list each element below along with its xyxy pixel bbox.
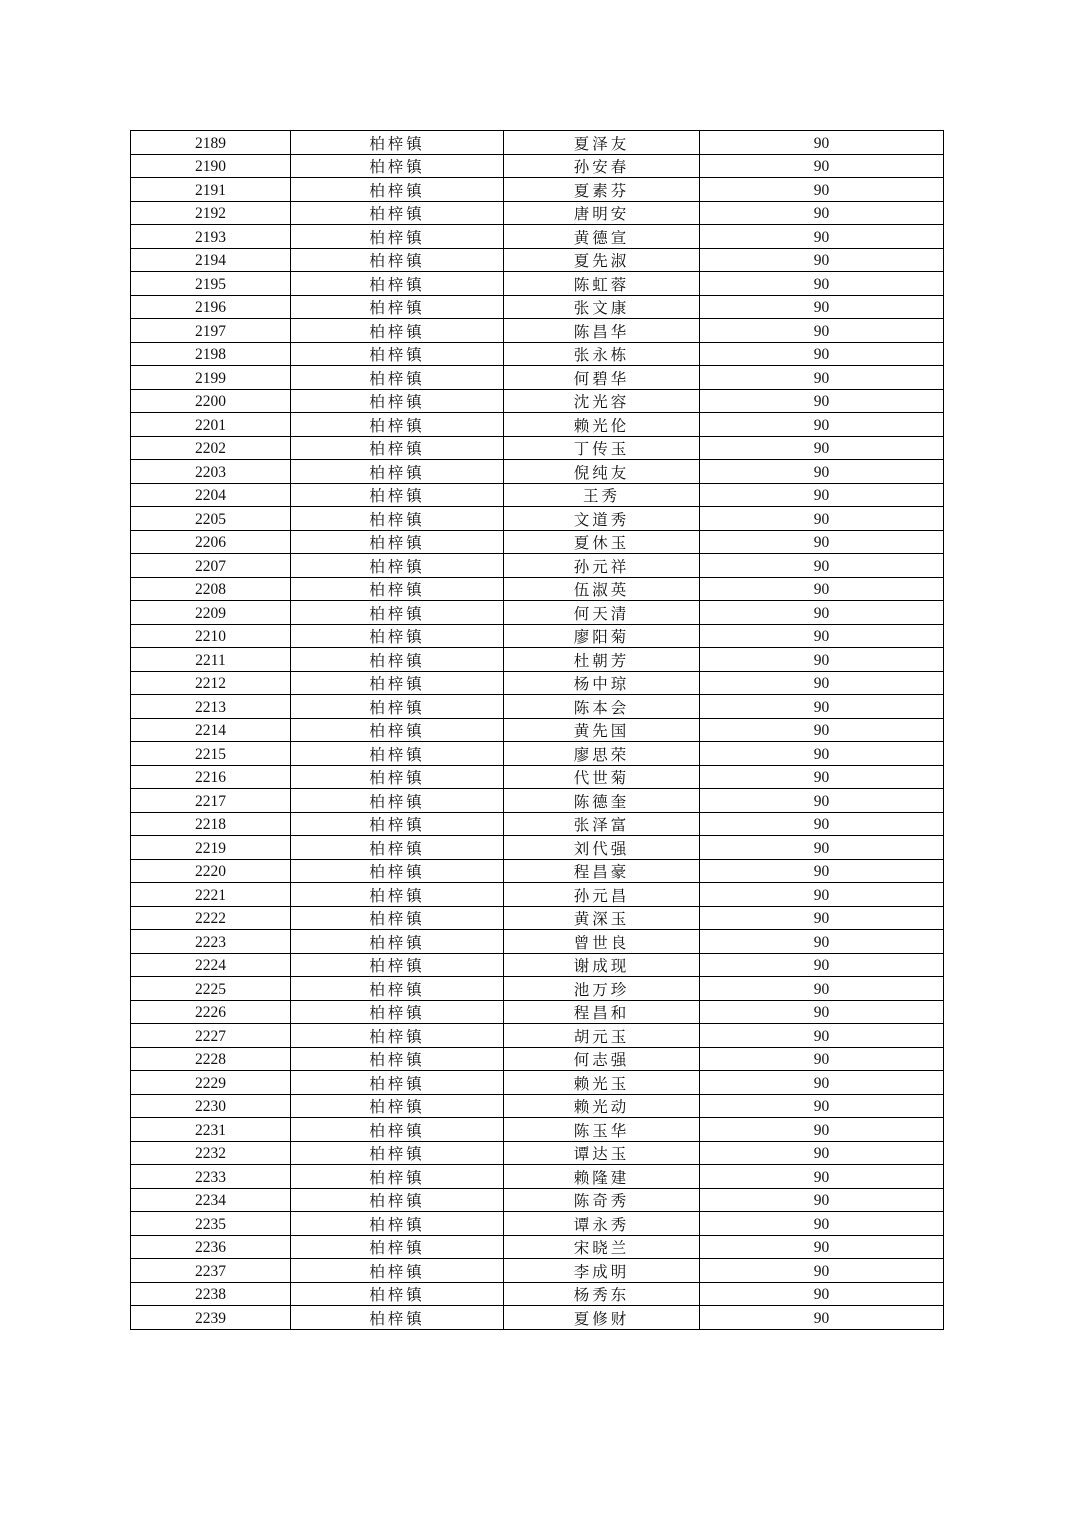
- town-cell: 柏梓镇: [291, 765, 504, 789]
- town-cell: 柏梓镇: [291, 883, 504, 907]
- town-cell: 柏梓镇: [291, 601, 504, 625]
- score-cell: 90: [700, 201, 944, 225]
- score-cell: 90: [700, 953, 944, 977]
- table-row: [131, 718, 944, 742]
- name-cell: 何天清: [504, 601, 700, 625]
- table-row: [131, 295, 944, 319]
- score-cell: 90: [700, 695, 944, 719]
- name-cell: 杨中琼: [504, 671, 700, 695]
- table-row: [131, 695, 944, 719]
- name-cell: 黄德宣: [504, 225, 700, 249]
- score-cell: 90: [700, 1141, 944, 1165]
- table-row: [131, 319, 944, 343]
- name-cell: 夏泽友: [504, 131, 700, 155]
- row-number: 2219: [131, 836, 291, 860]
- name-cell: 唐明安: [504, 201, 700, 225]
- table-row: [131, 859, 944, 883]
- name-cell: 陈玉华: [504, 1118, 700, 1142]
- name-cell: 陈昌华: [504, 319, 700, 343]
- town-cell: 柏梓镇: [291, 1235, 504, 1259]
- name-cell: 夏素芬: [504, 178, 700, 202]
- name-cell: 陈奇秀: [504, 1188, 700, 1212]
- name-cell: 黄深玉: [504, 906, 700, 930]
- score-cell: 90: [700, 483, 944, 507]
- name-cell: 夏先淑: [504, 248, 700, 272]
- name-cell: 丁传玉: [504, 436, 700, 460]
- row-number: 2225: [131, 977, 291, 1001]
- row-number: 2194: [131, 248, 291, 272]
- row-number: 2239: [131, 1306, 291, 1330]
- score-cell: 90: [700, 1047, 944, 1071]
- table-row: [131, 1118, 944, 1142]
- table-row: [131, 765, 944, 789]
- score-cell: 90: [700, 718, 944, 742]
- score-cell: 90: [700, 225, 944, 249]
- town-cell: 柏梓镇: [291, 1000, 504, 1024]
- row-number: 2202: [131, 436, 291, 460]
- row-number: 2214: [131, 718, 291, 742]
- name-cell: 何志强: [504, 1047, 700, 1071]
- row-number: 2215: [131, 742, 291, 766]
- table-row: [131, 1000, 944, 1024]
- score-cell: 90: [700, 1235, 944, 1259]
- row-number: 2209: [131, 601, 291, 625]
- name-cell: 夏修财: [504, 1306, 700, 1330]
- table-row: [131, 624, 944, 648]
- score-cell: 90: [700, 319, 944, 343]
- name-cell: 谭达玉: [504, 1141, 700, 1165]
- score-cell: 90: [700, 648, 944, 672]
- row-number: 2235: [131, 1212, 291, 1236]
- score-cell: 90: [700, 389, 944, 413]
- score-cell: 90: [700, 366, 944, 390]
- name-cell: 池万珍: [504, 977, 700, 1001]
- name-cell: 杨秀东: [504, 1282, 700, 1306]
- data-table: [130, 130, 944, 1330]
- town-cell: 柏梓镇: [291, 812, 504, 836]
- town-cell: 柏梓镇: [291, 1047, 504, 1071]
- score-cell: 90: [700, 131, 944, 155]
- table-row: [131, 507, 944, 531]
- town-cell: 柏梓镇: [291, 272, 504, 296]
- row-number: 2197: [131, 319, 291, 343]
- score-cell: 90: [700, 1094, 944, 1118]
- score-cell: 90: [700, 554, 944, 578]
- row-number: 2208: [131, 577, 291, 601]
- score-cell: 90: [700, 507, 944, 531]
- score-cell: 90: [700, 1282, 944, 1306]
- town-cell: 柏梓镇: [291, 248, 504, 272]
- score-cell: 90: [700, 977, 944, 1001]
- row-number: 2237: [131, 1259, 291, 1283]
- table-row: [131, 789, 944, 813]
- town-cell: 柏梓镇: [291, 342, 504, 366]
- table-row: [131, 836, 944, 860]
- table-row: [131, 389, 944, 413]
- name-cell: 孙安春: [504, 154, 700, 178]
- table-row: [131, 930, 944, 954]
- name-cell: 夏休玉: [504, 530, 700, 554]
- table-row: [131, 530, 944, 554]
- town-cell: 柏梓镇: [291, 577, 504, 601]
- score-cell: 90: [700, 577, 944, 601]
- name-cell: 廖阳菊: [504, 624, 700, 648]
- score-cell: 90: [700, 883, 944, 907]
- score-cell: 90: [700, 671, 944, 695]
- name-cell: 赖光伦: [504, 413, 700, 437]
- name-cell: 文道秀: [504, 507, 700, 531]
- name-cell: 赖光动: [504, 1094, 700, 1118]
- town-cell: 柏梓镇: [291, 836, 504, 860]
- row-number: 2230: [131, 1094, 291, 1118]
- town-cell: 柏梓镇: [291, 366, 504, 390]
- row-number: 2213: [131, 695, 291, 719]
- name-cell: 谭永秀: [504, 1212, 700, 1236]
- name-cell: 刘代强: [504, 836, 700, 860]
- name-cell: 伍淑英: [504, 577, 700, 601]
- town-cell: 柏梓镇: [291, 624, 504, 648]
- town-cell: 柏梓镇: [291, 859, 504, 883]
- score-cell: 90: [700, 836, 944, 860]
- name-cell: 黄先国: [504, 718, 700, 742]
- row-number: 2229: [131, 1071, 291, 1095]
- score-cell: 90: [700, 460, 944, 484]
- table-row: [131, 366, 944, 390]
- town-cell: 柏梓镇: [291, 906, 504, 930]
- row-number: 2190: [131, 154, 291, 178]
- table-row: [131, 671, 944, 695]
- row-number: 2196: [131, 295, 291, 319]
- table-row: [131, 1047, 944, 1071]
- row-number: 2189: [131, 131, 291, 155]
- table-row: [131, 225, 944, 249]
- town-cell: 柏梓镇: [291, 319, 504, 343]
- score-cell: 90: [700, 812, 944, 836]
- row-number: 2223: [131, 930, 291, 954]
- name-cell: 王秀: [504, 483, 700, 507]
- table-row: [131, 812, 944, 836]
- town-cell: 柏梓镇: [291, 413, 504, 437]
- name-cell: 陈德奎: [504, 789, 700, 813]
- name-cell: 孙元昌: [504, 883, 700, 907]
- town-cell: 柏梓镇: [291, 1282, 504, 1306]
- town-cell: 柏梓镇: [291, 154, 504, 178]
- score-cell: 90: [700, 1071, 944, 1095]
- row-number: 2199: [131, 366, 291, 390]
- table-row: [131, 601, 944, 625]
- row-number: 2218: [131, 812, 291, 836]
- score-cell: 90: [700, 154, 944, 178]
- table-row: [131, 577, 944, 601]
- row-number: 2204: [131, 483, 291, 507]
- town-cell: 柏梓镇: [291, 1165, 504, 1189]
- table-row: [131, 483, 944, 507]
- row-number: 2203: [131, 460, 291, 484]
- row-number: 2238: [131, 1282, 291, 1306]
- row-number: 2222: [131, 906, 291, 930]
- name-cell: 程昌和: [504, 1000, 700, 1024]
- row-number: 2200: [131, 389, 291, 413]
- score-cell: 90: [700, 413, 944, 437]
- town-cell: 柏梓镇: [291, 742, 504, 766]
- town-cell: 柏梓镇: [291, 695, 504, 719]
- name-cell: 曾世良: [504, 930, 700, 954]
- row-number: 2234: [131, 1188, 291, 1212]
- name-cell: 何碧华: [504, 366, 700, 390]
- score-cell: 90: [700, 906, 944, 930]
- town-cell: 柏梓镇: [291, 1118, 504, 1142]
- score-cell: 90: [700, 1306, 944, 1330]
- score-cell: 90: [700, 742, 944, 766]
- table-body: [131, 131, 944, 1330]
- town-cell: 柏梓镇: [291, 1188, 504, 1212]
- town-cell: 柏梓镇: [291, 483, 504, 507]
- row-number: 2233: [131, 1165, 291, 1189]
- town-cell: 柏梓镇: [291, 389, 504, 413]
- table-row: [131, 1235, 944, 1259]
- score-cell: 90: [700, 624, 944, 648]
- town-cell: 柏梓镇: [291, 460, 504, 484]
- row-number: 2206: [131, 530, 291, 554]
- town-cell: 柏梓镇: [291, 953, 504, 977]
- town-cell: 柏梓镇: [291, 977, 504, 1001]
- table-row: [131, 1094, 944, 1118]
- score-cell: 90: [700, 1000, 944, 1024]
- name-cell: 张文康: [504, 295, 700, 319]
- row-number: 2220: [131, 859, 291, 883]
- table-row: [131, 883, 944, 907]
- score-cell: 90: [700, 1165, 944, 1189]
- score-cell: 90: [700, 530, 944, 554]
- table-row: [131, 1165, 944, 1189]
- score-cell: 90: [700, 1118, 944, 1142]
- name-cell: 程昌豪: [504, 859, 700, 883]
- name-cell: 张泽富: [504, 812, 700, 836]
- name-cell: 孙元祥: [504, 554, 700, 578]
- score-cell: 90: [700, 342, 944, 366]
- table-row: [131, 342, 944, 366]
- town-cell: 柏梓镇: [291, 648, 504, 672]
- name-cell: 李成明: [504, 1259, 700, 1283]
- town-cell: 柏梓镇: [291, 1212, 504, 1236]
- town-cell: 柏梓镇: [291, 201, 504, 225]
- row-number: 2212: [131, 671, 291, 695]
- name-cell: 沈光容: [504, 389, 700, 413]
- row-number: 2205: [131, 507, 291, 531]
- score-cell: 90: [700, 295, 944, 319]
- name-cell: 倪纯友: [504, 460, 700, 484]
- row-number: 2207: [131, 554, 291, 578]
- row-number: 2216: [131, 765, 291, 789]
- table-row: [131, 648, 944, 672]
- table-row: [131, 413, 944, 437]
- row-number: 2210: [131, 624, 291, 648]
- town-cell: 柏梓镇: [291, 225, 504, 249]
- score-cell: 90: [700, 1188, 944, 1212]
- table-row: [131, 953, 944, 977]
- town-cell: 柏梓镇: [291, 1141, 504, 1165]
- table-row: [131, 977, 944, 1001]
- table-row: [131, 272, 944, 296]
- score-cell: 90: [700, 859, 944, 883]
- town-cell: 柏梓镇: [291, 1094, 504, 1118]
- table-row: [131, 554, 944, 578]
- row-number: 2227: [131, 1024, 291, 1048]
- row-number: 2221: [131, 883, 291, 907]
- town-cell: 柏梓镇: [291, 436, 504, 460]
- table-row: [131, 178, 944, 202]
- town-cell: 柏梓镇: [291, 1259, 504, 1283]
- town-cell: 柏梓镇: [291, 718, 504, 742]
- row-number: 2201: [131, 413, 291, 437]
- town-cell: 柏梓镇: [291, 671, 504, 695]
- name-cell: 代世菊: [504, 765, 700, 789]
- town-cell: 柏梓镇: [291, 1306, 504, 1330]
- score-cell: 90: [700, 436, 944, 460]
- name-cell: 谢成现: [504, 953, 700, 977]
- row-number: 2226: [131, 1000, 291, 1024]
- table-row: [131, 1024, 944, 1048]
- table-row: [131, 131, 944, 155]
- score-cell: 90: [700, 789, 944, 813]
- score-cell: 90: [700, 930, 944, 954]
- row-number: 2198: [131, 342, 291, 366]
- name-cell: 杜朝芳: [504, 648, 700, 672]
- table-row: [131, 1071, 944, 1095]
- table-row: [131, 1212, 944, 1236]
- town-cell: 柏梓镇: [291, 178, 504, 202]
- row-number: 2236: [131, 1235, 291, 1259]
- town-cell: 柏梓镇: [291, 507, 504, 531]
- town-cell: 柏梓镇: [291, 789, 504, 813]
- table-row: [131, 154, 944, 178]
- town-cell: 柏梓镇: [291, 131, 504, 155]
- table-row: [131, 248, 944, 272]
- town-cell: 柏梓镇: [291, 1024, 504, 1048]
- name-cell: 宋晓兰: [504, 1235, 700, 1259]
- town-cell: 柏梓镇: [291, 930, 504, 954]
- score-cell: 90: [700, 178, 944, 202]
- row-number: 2231: [131, 1118, 291, 1142]
- town-cell: 柏梓镇: [291, 1071, 504, 1095]
- score-cell: 90: [700, 601, 944, 625]
- table-row: [131, 1259, 944, 1283]
- row-number: 2193: [131, 225, 291, 249]
- row-number: 2195: [131, 272, 291, 296]
- name-cell: 陈虹蓉: [504, 272, 700, 296]
- name-cell: 赖隆建: [504, 1165, 700, 1189]
- table-row: [131, 436, 944, 460]
- row-number: 2224: [131, 953, 291, 977]
- name-cell: 赖光玉: [504, 1071, 700, 1095]
- score-cell: 90: [700, 1212, 944, 1236]
- score-cell: 90: [700, 272, 944, 296]
- score-cell: 90: [700, 1259, 944, 1283]
- row-number: 2228: [131, 1047, 291, 1071]
- score-cell: 90: [700, 765, 944, 789]
- town-cell: 柏梓镇: [291, 295, 504, 319]
- row-number: 2217: [131, 789, 291, 813]
- town-cell: 柏梓镇: [291, 554, 504, 578]
- table-row: [131, 1282, 944, 1306]
- table-row: [131, 201, 944, 225]
- row-number: 2191: [131, 178, 291, 202]
- name-cell: 胡元玉: [504, 1024, 700, 1048]
- score-cell: 90: [700, 248, 944, 272]
- name-cell: 张永栋: [504, 342, 700, 366]
- town-cell: 柏梓镇: [291, 530, 504, 554]
- name-cell: 陈本会: [504, 695, 700, 719]
- table-row: [131, 460, 944, 484]
- table-row: [131, 1306, 944, 1330]
- row-number: 2232: [131, 1141, 291, 1165]
- table-row: [131, 1188, 944, 1212]
- row-number: 2211: [131, 648, 291, 672]
- name-cell: 廖思荣: [504, 742, 700, 766]
- row-number: 2192: [131, 201, 291, 225]
- score-cell: 90: [700, 1024, 944, 1048]
- table-row: [131, 906, 944, 930]
- table-row: [131, 1141, 944, 1165]
- table-row: [131, 742, 944, 766]
